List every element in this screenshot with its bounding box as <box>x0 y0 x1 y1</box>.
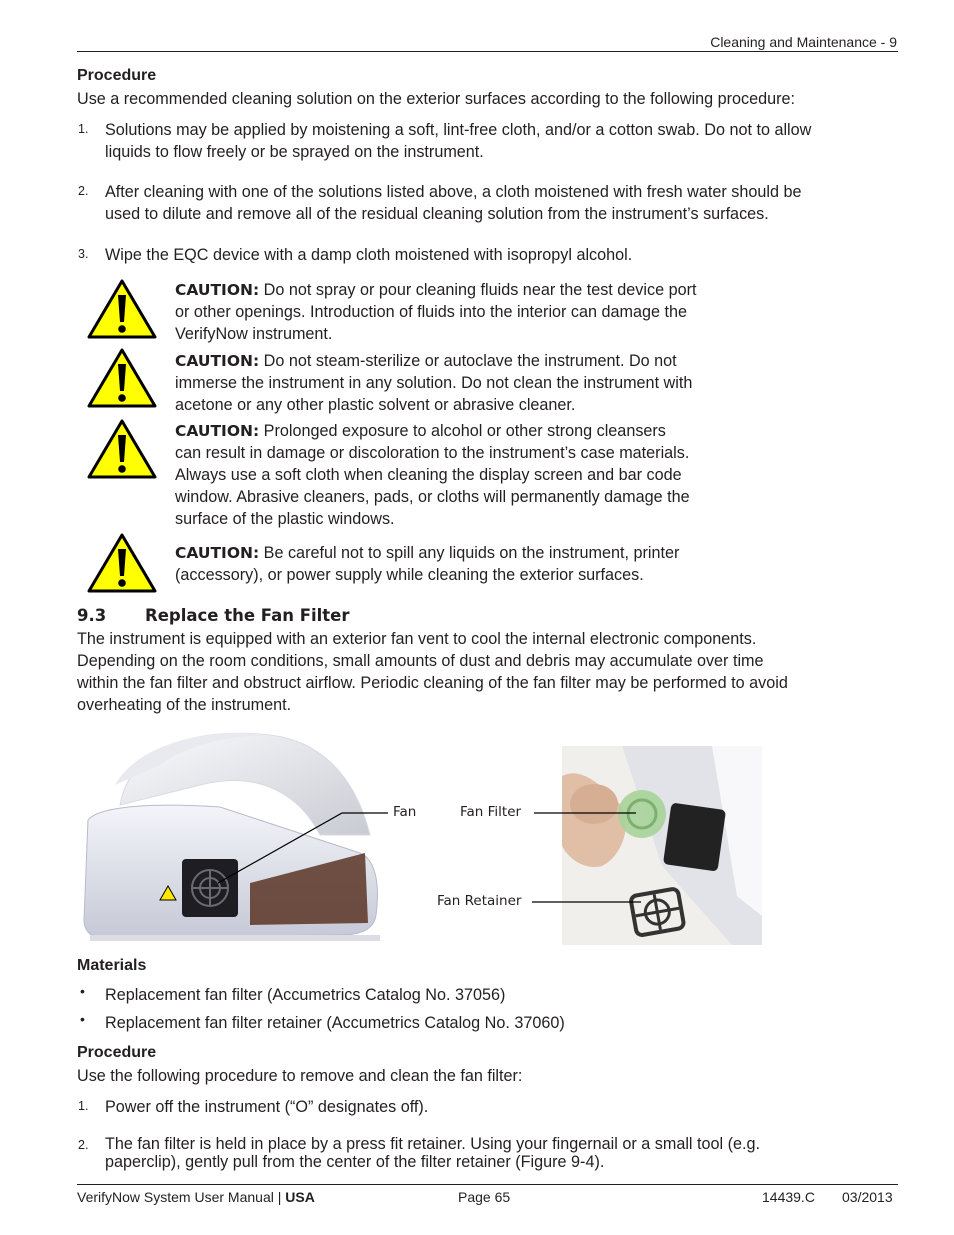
step-text: Power off the instrument (“O” designates off). <box>105 1098 429 1116</box>
procedure-intro: Use the following procedure to remove and clean the fan filter: <box>77 1067 523 1085</box>
caution-line: or other openings. Introduction of fluids into the interior can damage the <box>175 303 688 321</box>
procedure-intro: Use a recommended cleaning solution on the exterior surfaces according to the following procedure: <box>77 90 796 108</box>
procedure-heading: Procedure <box>77 1044 157 1061</box>
footer-doc-number: 14439.C <box>762 1189 815 1205</box>
step-line: Solutions may be applied by moistening a soft, lint-free cloth, and/or a cotton swab. Do not to allow <box>105 121 812 139</box>
caution-line: acetone or any other plastic solvent or abrasive cleaner. <box>175 396 576 414</box>
step-text <box>105 1135 760 1171</box>
section-paragraph <box>77 628 788 716</box>
caution-line: window. Abrasive cleaners, pads, or cloths will permanently damage the <box>175 488 690 506</box>
caution-line <box>175 542 765 564</box>
procedure-heading: Procedure <box>77 67 157 84</box>
running-header: Cleaning and Maintenance - 9 <box>710 34 897 50</box>
paragraph-line: within the fan filter and obstruct airflow. Periodic cleaning of the fan filter may be performed to avoid <box>77 674 788 692</box>
fan-filter-callout-label: Fan Filter <box>460 804 522 820</box>
caution-label: CAUTION: <box>175 281 260 299</box>
footer-page-number: Page 65 <box>458 1189 511 1205</box>
step-text <box>105 119 811 163</box>
fan-retainer-callout-label: Fan Retainer <box>437 893 522 909</box>
step-number: 1. <box>78 122 89 136</box>
caution-block <box>175 420 765 530</box>
step-line: paperclip), gently pull from the center of the filter retainer (Figure 9-4). <box>105 1153 605 1171</box>
footer-region: USA <box>285 1189 315 1205</box>
step-number: 1. <box>78 1099 89 1113</box>
warning-triangle-icon <box>86 347 158 409</box>
caution-block <box>175 542 765 586</box>
caution-text: Do not steam-sterilize or autoclave the instrument. Do not <box>259 352 677 370</box>
instrument-side-photo <box>80 725 395 947</box>
bullet-icon: • <box>80 1011 85 1027</box>
section-number: 9.3 <box>77 606 107 625</box>
warning-triangle-icon <box>86 418 158 480</box>
step-number: 2. <box>78 1138 89 1152</box>
caution-line: (accessory), or power supply while cleaning the exterior surfaces. <box>175 566 644 584</box>
warning-triangle-icon <box>86 278 158 340</box>
caution-label: CAUTION: <box>175 544 260 562</box>
step-text: Wipe the EQC device with a damp cloth moistened with isopropyl alcohol. <box>105 246 633 264</box>
material-item: Replacement fan filter (Accumetrics Catalog No. 37056) <box>105 986 506 1004</box>
footer-separator: | <box>273 1189 286 1205</box>
caution-line <box>175 279 765 301</box>
caution-text: Do not spray or pour cleaning fluids near the test device port <box>259 281 697 299</box>
step-line: After cleaning with one of the solutions listed above, a cloth moistened with fresh water should be <box>105 183 802 201</box>
caution-line <box>175 420 765 442</box>
step-text <box>105 181 801 225</box>
footer-rule <box>77 1184 898 1185</box>
caution-line: surface of the plastic windows. <box>175 510 395 528</box>
paragraph-line: Depending on the room conditions, small amounts of dust and debris may accumulate over time <box>77 652 764 670</box>
warning-triangle-icon <box>86 532 158 594</box>
bullet-icon: • <box>80 983 85 999</box>
caution-line: immerse the instrument in any solution. Do not clean the instrument with <box>175 374 693 392</box>
fan-callout-label: Fan <box>393 804 417 820</box>
material-item: Replacement fan filter retainer (Accumetrics Catalog No. 37060) <box>105 1014 565 1032</box>
caution-line: can result in damage or discoloration to the instrument’s case materials. <box>175 444 690 462</box>
caution-label: CAUTION: <box>175 352 260 370</box>
step-number: 2. <box>78 184 89 198</box>
caution-block <box>175 279 765 345</box>
footer-manual <box>77 1189 315 1205</box>
caution-label: CAUTION: <box>175 422 260 440</box>
step-line: used to dilute and remove all of the residual cleaning solution from the instrument’s surfaces. <box>105 205 769 223</box>
paragraph-line: overheating of the instrument. <box>77 696 292 714</box>
caution-text: Prolonged exposure to alcohol or other strong cleansers <box>259 422 666 440</box>
fan-filter-photo <box>562 746 762 945</box>
caution-text: Be careful not to spill any liquids on the instrument, printer <box>259 544 680 562</box>
footer-manual-title: VerifyNow System User Manual <box>77 1189 274 1205</box>
materials-heading: Materials <box>77 957 147 974</box>
paragraph-line: The instrument is equipped with an exterior fan vent to cool the internal electronic components. <box>77 630 757 648</box>
step-line: liquids to flow freely or be sprayed on the instrument. <box>105 143 484 161</box>
section-title: Replace the Fan Filter <box>145 606 350 625</box>
header-rule <box>77 51 898 52</box>
step-line: The fan filter is held in place by a press fit retainer. Using your fingernail or a small tool (e.g. <box>105 1135 761 1153</box>
caution-line: VerifyNow instrument. <box>175 325 333 343</box>
caution-line: Always use a soft cloth when cleaning the display screen and bar code <box>175 466 682 484</box>
caution-line <box>175 350 765 372</box>
step-number: 3. <box>78 247 89 261</box>
caution-block <box>175 350 765 416</box>
footer-date: 03/2013 <box>842 1189 893 1205</box>
